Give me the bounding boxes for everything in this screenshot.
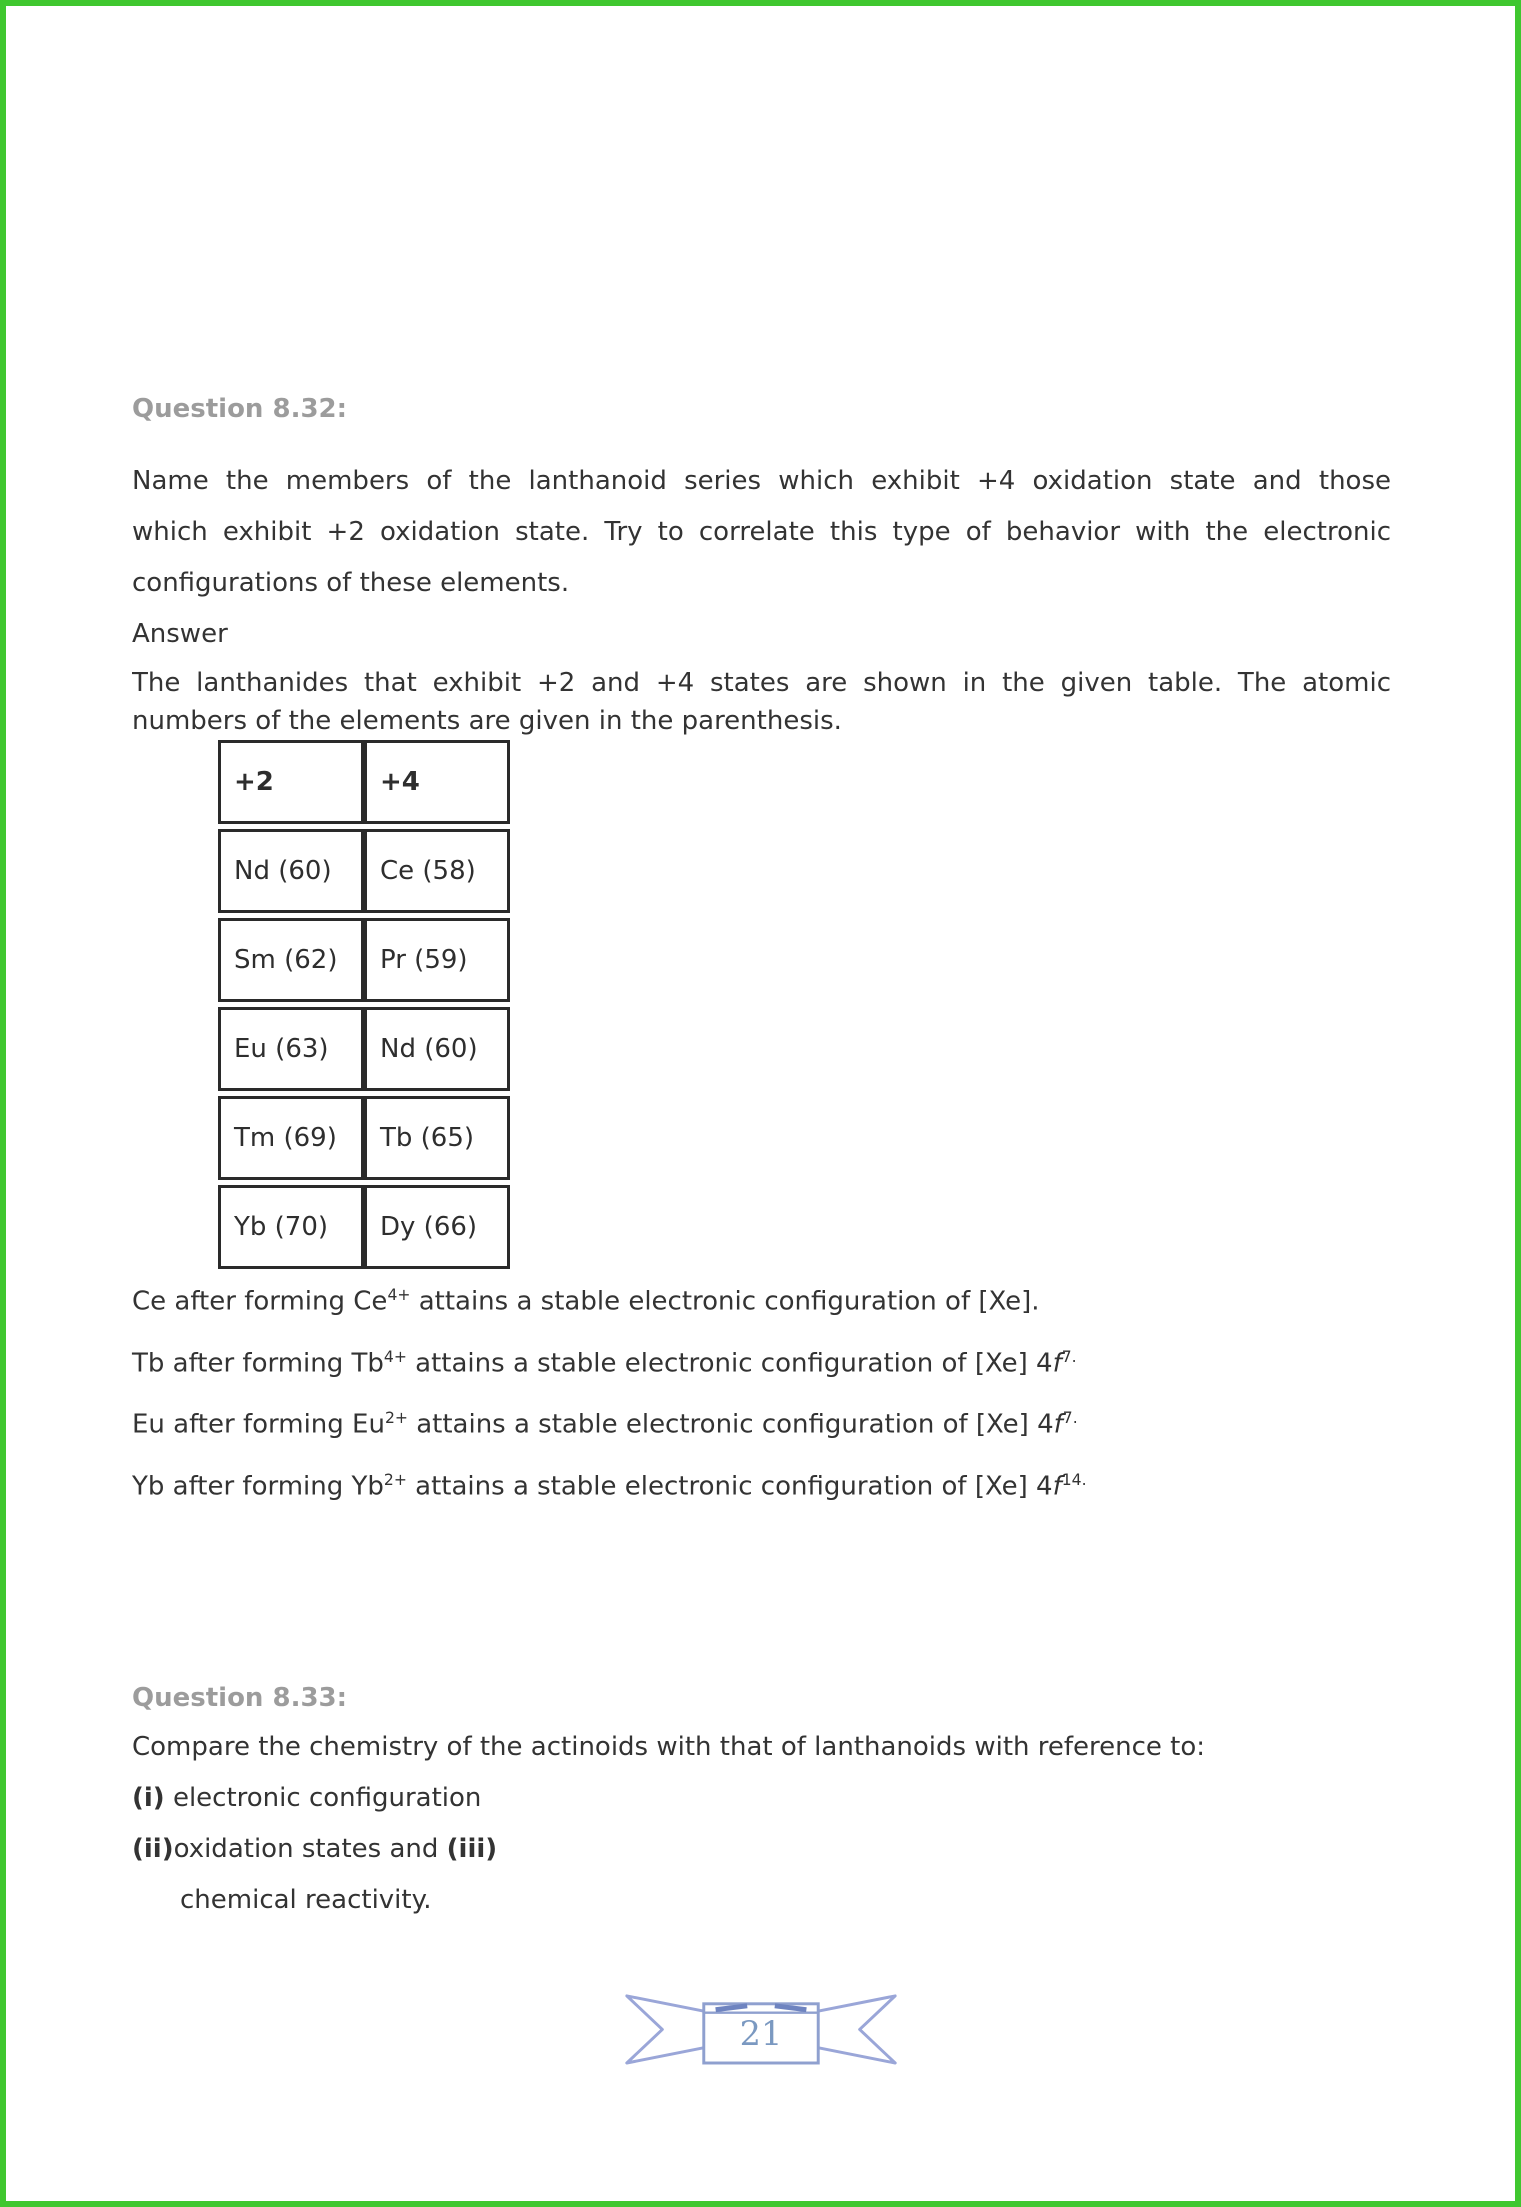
table-cell: Sm (62) <box>218 918 364 1002</box>
question-833-heading: Question 8.33: <box>132 1682 348 1713</box>
text-run: 2+ <box>384 1409 408 1428</box>
text-run: (ii) <box>132 1833 174 1864</box>
text-run: f <box>1052 1471 1062 1502</box>
table-cell: Eu (63) <box>218 1007 364 1091</box>
text-run: 2+ <box>383 1470 407 1489</box>
text-run: (iii) <box>446 1833 498 1864</box>
table-cell: Tm (69) <box>218 1096 364 1180</box>
question-832-line: Name the members of the lanthanoid series which exhibit +4 oxidation state and those <box>132 466 1391 496</box>
text-run: oxidation states and <box>173 1833 447 1864</box>
text-run: electronic configuration <box>164 1782 482 1813</box>
config-line-tb <box>132 1338 1391 1383</box>
list-item-i <box>132 1779 1391 1817</box>
table-header-cell: +4 <box>364 740 510 824</box>
config-line-eu <box>132 1399 1391 1444</box>
text-run: 4+ <box>387 1286 411 1304</box>
text-run: attains a stable electronic configuration of [Xe] 4 <box>407 1409 1054 1440</box>
table-cell: Pr (59) <box>364 918 510 1002</box>
answer-intro-line: The lanthanides that exhibit +2 and +4 states are shown in the given table. The atomic <box>132 668 1391 698</box>
config-line-yb <box>132 1461 1391 1506</box>
text-run: Yb after forming Yb <box>132 1471 384 1502</box>
table-cell: Yb (70) <box>218 1185 364 1269</box>
text-run: 14. <box>1061 1470 1087 1489</box>
answer-intro <box>132 664 1391 740</box>
text-run: attains a stable electronic configuration of [Xe] 4 <box>406 1348 1053 1379</box>
text-run: 7. <box>1061 1347 1077 1366</box>
ribbon-left-tail <box>626 1996 711 2063</box>
table-row <box>218 1007 510 1091</box>
answer-intro-line: numbers of the elements are given in the parenthesis. <box>132 706 842 736</box>
question-833-intro: Compare the chemistry of the actinoids with that of lanthanoids with reference to: <box>132 1731 1206 1762</box>
ribbon-icon <box>613 1983 909 2069</box>
text-run: 7. <box>1062 1409 1078 1428</box>
page-content <box>6 6 1515 2201</box>
question-832-heading: Question 8.32: <box>132 394 348 424</box>
text-run: Eu after forming Eu <box>132 1409 385 1440</box>
text-run: attains a stable electronic configuration of [Xe]. <box>410 1286 1040 1317</box>
text-run: (i) <box>132 1782 165 1813</box>
table-row <box>218 1096 510 1180</box>
table-row <box>218 1185 510 1269</box>
text-run: f <box>1052 1348 1062 1379</box>
page-number: 21 <box>739 2014 782 2054</box>
page-number-ribbon <box>613 1983 909 2076</box>
table-row <box>218 918 510 1002</box>
question-832-text <box>132 456 1391 609</box>
table-cell: Nd (60) <box>218 829 364 913</box>
text-run: Ce after forming Ce <box>132 1286 388 1317</box>
text-run: Tb after forming Tb <box>132 1348 384 1379</box>
answer-label: Answer <box>132 619 228 649</box>
oxidation-states-table <box>218 740 510 1269</box>
table-cell: Nd (60) <box>364 1007 510 1091</box>
text-run: f <box>1053 1409 1063 1440</box>
text-run: 4+ <box>383 1347 407 1366</box>
config-line-ce <box>132 1276 1391 1321</box>
table-cell: Tb (65) <box>364 1096 510 1180</box>
table-cell: Dy (66) <box>364 1185 510 1269</box>
list-item-ii-iii <box>132 1830 1391 1868</box>
table-row <box>218 829 510 913</box>
list-item-chemical <box>132 1881 1391 1919</box>
table-cell: Ce (58) <box>364 829 510 913</box>
text-run: attains a stable electronic configuration of [Xe] 4 <box>406 1471 1053 1502</box>
question-832-line: configurations of these elements. <box>132 568 570 598</box>
question-832-line: which exhibit +2 oxidation state. Try to correlate this type of behavior with the electronic <box>132 517 1391 547</box>
text-run: chemical reactivity. <box>180 1884 432 1915</box>
table-header-cell: +2 <box>218 740 364 824</box>
ribbon-right-tail <box>810 1996 895 2063</box>
table-header-row <box>218 740 510 824</box>
